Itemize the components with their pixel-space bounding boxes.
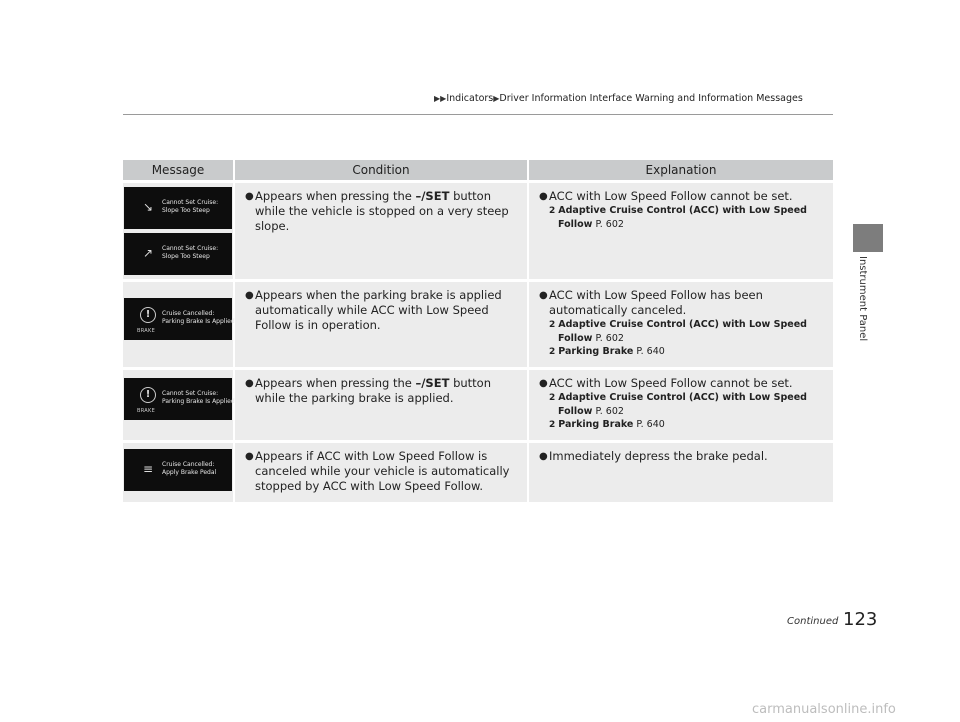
breadcrumb-part-2: Driver Information Interface Warning and Information Messages: [499, 93, 803, 104]
condition-text: Appears if ACC with Low Speed Follow is canceled while your vehicle is automatically stopped by ACC with Low Speed Follow.: [255, 449, 510, 493]
cross-reference-link[interactable]: 2 Parking Brake P. 640: [549, 346, 665, 357]
reference-arrow-icon: 2: [549, 347, 556, 357]
bullet-icon: ●: [539, 378, 548, 389]
breadcrumb-arrow-icon: ▶: [493, 94, 500, 103]
condition-cell: [233, 282, 527, 367]
section-tab-marker: [853, 224, 883, 252]
cross-reference-link[interactable]: 2 Parking Brake P. 640: [549, 419, 665, 430]
reference-arrow-icon: 2: [549, 320, 556, 330]
reference-arrow-icon: 2: [549, 206, 556, 216]
display-text: Cannot Set Cruise: Slope Too Steep: [162, 245, 219, 260]
explanation-text: ACC with Low Speed Follow cannot be set.: [549, 376, 793, 390]
table-row: [123, 282, 833, 367]
brake-warning-icon: !: [140, 387, 156, 403]
brake-pedal-icon: ≡: [142, 462, 154, 476]
table-row: [123, 443, 833, 502]
table-row: [123, 183, 833, 279]
display-screen: [124, 233, 232, 275]
reference-arrow-icon: 2: [549, 420, 556, 430]
header-explanation: Explanation: [527, 160, 833, 180]
page-number: 123: [843, 609, 878, 630]
condition-text: Appears when the parking brake is applied automatically while ACC with Low Speed Follow is in operation.: [255, 288, 502, 332]
display-screen: [124, 449, 232, 491]
breadcrumb-arrow-icon: ▶▶: [434, 94, 447, 103]
continued-label: Continued: [787, 616, 839, 627]
display-text: Cannot Set Cruise: Slope Too Steep: [162, 199, 219, 214]
header-condition: Condition: [233, 160, 527, 180]
explanation-text: ACC with Low Speed Follow has been automatically canceled.: [549, 288, 763, 317]
table-header-row: [123, 160, 833, 180]
bullet-icon: ●: [245, 290, 254, 301]
breadcrumb-part-1: Indicators: [446, 93, 494, 104]
explanation-cell: [527, 282, 833, 367]
brake-warning-icon: !: [140, 307, 156, 323]
cross-reference-link[interactable]: 2 Adaptive Cruise Control (ACC) with Low Speed Follow P. 602: [549, 319, 807, 344]
display-screen: [124, 298, 235, 340]
slope-down-icon: ↘: [142, 200, 154, 214]
bullet-icon: ●: [539, 290, 548, 301]
bullet-icon: ●: [245, 378, 254, 389]
breadcrumb: [434, 93, 803, 104]
brake-icon-label: BRAKE: [137, 408, 156, 414]
header-message: Message: [123, 160, 233, 180]
explanation-text: ACC with Low Speed Follow cannot be set.: [549, 189, 793, 203]
condition-cell: [233, 370, 527, 440]
watermark: carmanualsonline.info: [752, 702, 896, 717]
display-screen: [124, 187, 232, 229]
condition-cell: [233, 183, 527, 279]
header-rule: [123, 114, 833, 115]
condition-text: Appears when pressing the –/SET button while the vehicle is stopped on a very steep slope.: [255, 189, 509, 233]
explanation-text: Immediately depress the brake pedal.: [549, 449, 768, 463]
bullet-icon: ●: [245, 451, 254, 462]
display-text: Cruise Cancelled: Apply Brake Pedal: [162, 461, 217, 476]
explanation-cell: [527, 183, 833, 279]
display-screen: [124, 378, 235, 420]
explanation-cell: [527, 370, 833, 440]
display-text: Cruise Cancelled: Parking Brake Is Applied: [162, 310, 235, 325]
message-cell: [123, 183, 233, 279]
condition-text: Appears when pressing the –/SET button while the parking brake is applied.: [255, 376, 492, 405]
cross-reference-link[interactable]: 2 Adaptive Cruise Control (ACC) with Low Speed Follow P. 602: [549, 392, 807, 417]
bullet-icon: ●: [539, 191, 548, 202]
message-cell: [123, 282, 233, 367]
cross-reference-link[interactable]: 2 Adaptive Cruise Control (ACC) with Low Speed Follow P. 602: [549, 205, 807, 230]
message-cell: [123, 443, 233, 502]
slope-up-icon: ↗: [142, 246, 154, 260]
brake-icon-label: BRAKE: [137, 328, 156, 334]
bullet-icon: ●: [539, 451, 548, 462]
display-text: Cannot Set Cruise: Parking Brake Is Applied: [162, 390, 235, 405]
message-table: [123, 157, 833, 505]
condition-cell: [233, 443, 527, 502]
section-side-label: Instrument Panel: [857, 256, 868, 342]
explanation-cell: [527, 443, 833, 502]
message-cell: [123, 370, 233, 440]
bullet-icon: ●: [245, 191, 254, 202]
reference-arrow-icon: 2: [549, 393, 556, 403]
table-row: [123, 370, 833, 440]
